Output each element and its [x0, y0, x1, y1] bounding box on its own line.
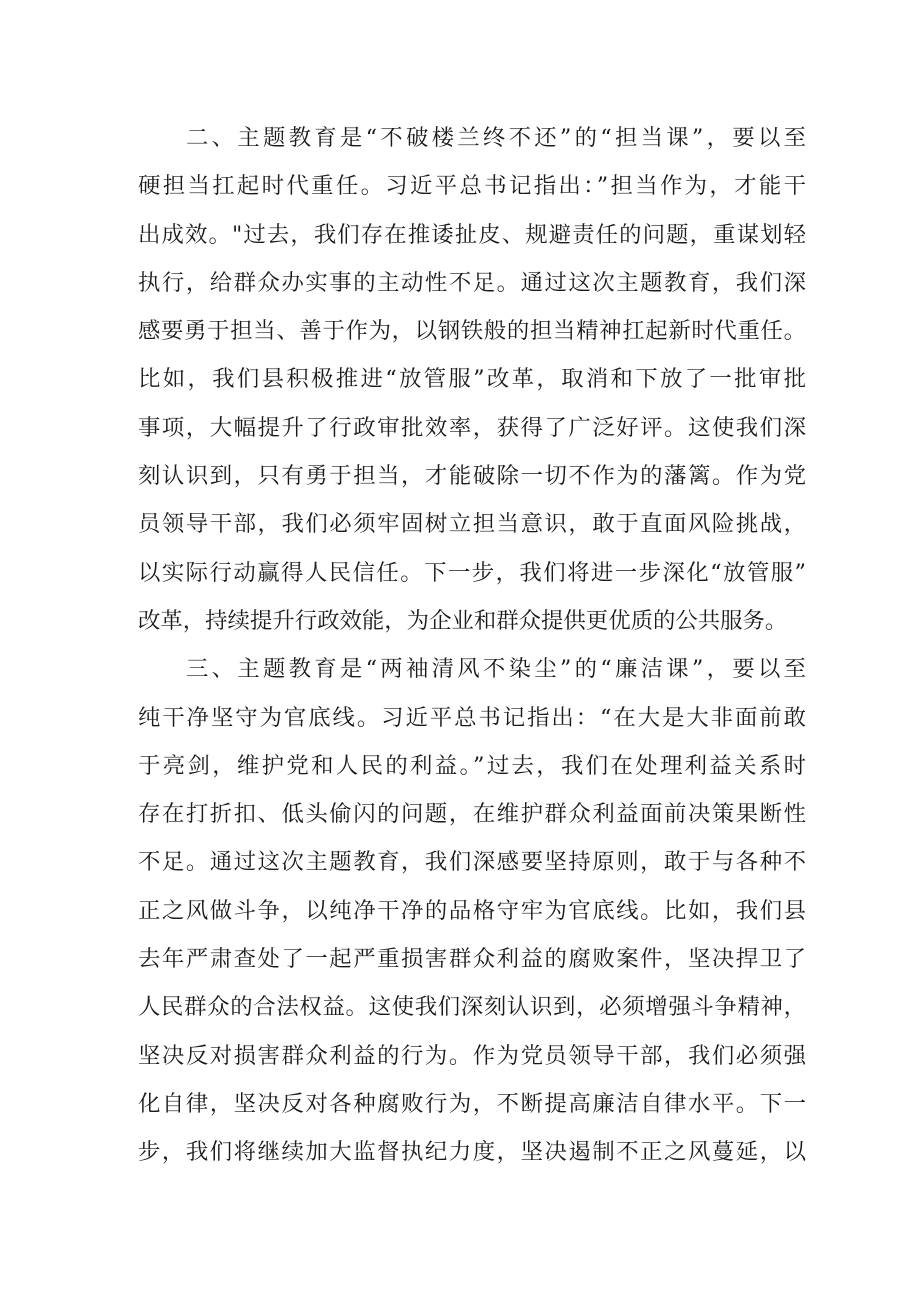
paragraph-2-line-3: 出成效。"过去，我们存在推诿扯皮、规避责任的问题，重谋划轻	[138, 221, 806, 248]
paragraph-3-line-9: 坚决反对损害群众利益的行为。作为党员领导干部，我们必须强	[138, 1042, 806, 1069]
paragraph-3-line-4: 存在打折扣、低头偷闪的问题，在维护群众利益面前决策果断性	[138, 801, 806, 828]
paragraph-3-line-6: 正之风做斗争，以纯净干净的品格守牢为官底线。比如，我们县	[138, 897, 806, 924]
paragraph-2-line-10: 以实际行动赢得人民信任。下一步，我们将进一步深化“放管服”	[138, 559, 806, 586]
paragraph-3-line-2: 纯干净坚守为官底线。习近平总书记指出：“在大是大非面前敢	[138, 704, 806, 731]
paragraph-3-line-10: 化自律，坚决反对各种腐败行为，不断提高廉洁自律水平。下一	[138, 1090, 806, 1117]
paragraph-3-line-7: 去年严肃查处了一起严重损害群众利益的腐败案件，坚决捍卫了	[138, 946, 806, 973]
paragraph-3-line-11: 步，我们将继续加大监督执纪力度，坚决遏制不正之风蔓延，以	[138, 1139, 806, 1166]
paragraph-3-line-1: 三、主题教育是“两袖清风不染尘”的“廉洁课”，要以至	[186, 656, 806, 683]
paragraph-2-line-5: 感要勇于担当、善于作为，以钢铁般的担当精神扛起新时代重任。	[138, 318, 806, 345]
paragraph-3-line-8: 人民群众的合法权益。这使我们深刻认识到，必须增强斗争精神，	[138, 994, 806, 1021]
paragraph-2-line-9: 员领导干部，我们必须牢固树立担当意识，敢于直面风险挑战，	[138, 511, 806, 538]
paragraph-3-line-3: 于亮剑，维护党和人民的利益。”过去，我们在处理利益关系时	[138, 752, 806, 779]
paragraph-2-line-8: 刻认识到，只有勇于担当，才能破除一切不作为的藩篱。作为党	[138, 463, 806, 490]
paragraph-2-line-2: 硬担当扛起时代重任。习近平总书记指出：”担当作为，才能干	[138, 173, 806, 200]
paragraph-2-line-4: 执行，给群众办实事的主动性不足。通过这次主题教育，我们深	[138, 269, 806, 296]
paragraph-3-line-5: 不足。通过这次主题教育，我们深感要坚持原则，敢于与各种不	[138, 849, 806, 876]
paragraph-2-line-1: 二、主题教育是“不破楼兰终不还”的“担当课”，要以至	[186, 125, 806, 151]
paragraph-2-line-11: 改革，持续提升行政效能，为企业和群众提供更优质的公共服务。	[138, 607, 788, 634]
paragraph-2-line-6: 比如，我们县积极推进“放管服”改革，取消和下放了一批审批	[138, 366, 806, 393]
document-body	[138, 114, 806, 1177]
paragraph-2-line-7: 事项，大幅提升了行政审批效率，获得了广泛好评。这使我们深	[138, 414, 806, 441]
